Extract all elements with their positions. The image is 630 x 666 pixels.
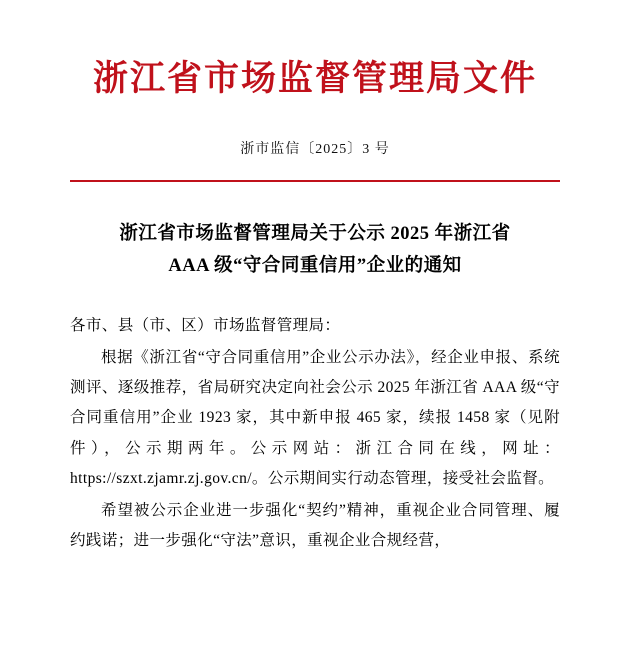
red-divider-rule <box>70 180 560 182</box>
document-salutation: 各市、县（市、区）市场监督管理局： <box>70 316 341 334</box>
document-masthead: 浙江省市场监督管理局文件 <box>92 59 537 98</box>
document-title <box>70 218 560 283</box>
document-paragraph-2: 希望被公示企业进一步强化“契约”精神，重视企业合同管理、履约践诺；进一步强化“守法”意识，重视企业合规经营， <box>70 502 560 550</box>
document-body <box>70 311 560 557</box>
document-page <box>0 58 630 666</box>
document-number: 浙市监信〔2025〕3 号 <box>240 142 390 157</box>
document-title-line-1: 浙江省市场监督管理局关于公示 2025 年浙江省 <box>119 224 511 244</box>
document-paragraph-1: 根据《浙江省“守合同重信用”企业公示办法》，经企业申报、系统测评、逐级推荐，省局研究决定向社会公示 2025 年浙江省 AAA 级“守合同重信用”企业 1923 家，其中新申报 465 家，续报 1458 家（见附件），公示期两年。公示网站：浙江合同在线，网址：https://szxt.zjamr.zj.gov.cn/。公示期间实行动态管理，接受社会监督。 <box>70 348 560 487</box>
document-title-line-2: AAA 级“守合同重信用”企业的通知 <box>168 256 462 277</box>
